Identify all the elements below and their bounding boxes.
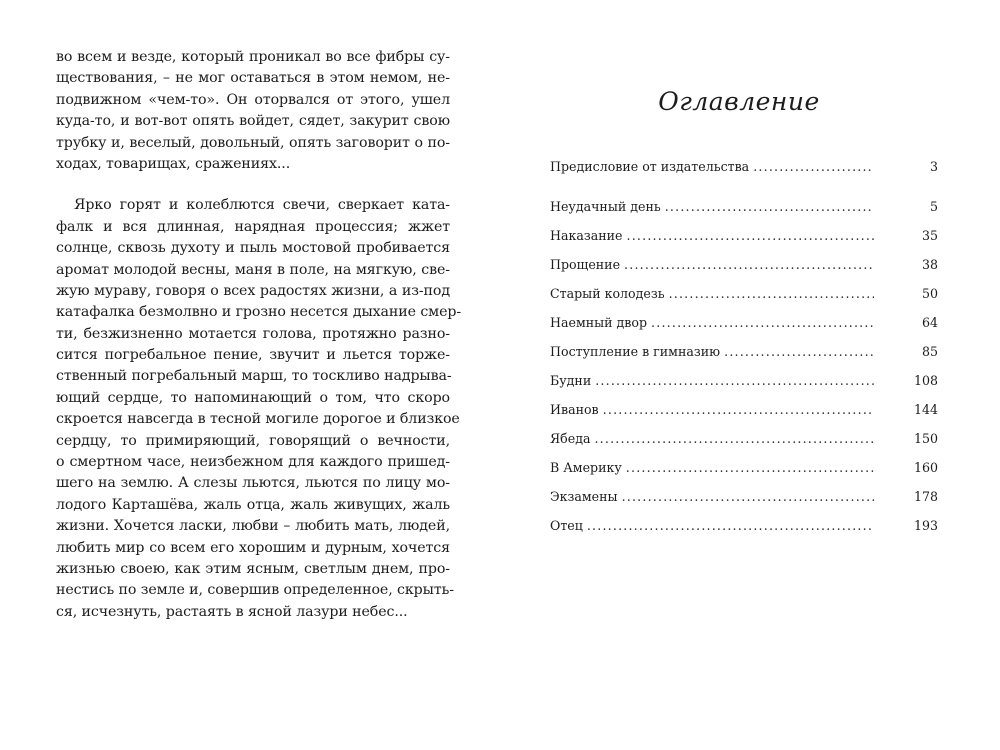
right-page	[550, 80, 938, 533]
toc-entry[interactable]	[550, 487, 938, 507]
toc-entry[interactable]	[550, 400, 938, 420]
toc-leader-dots	[603, 400, 874, 420]
text-line: ти, безжизненно мотается голова, протяжно разно-	[56, 325, 450, 342]
text-line: сится погребальное пение, звучит и льется торже-	[56, 347, 450, 364]
toc-entry-page: 35	[921, 228, 938, 243]
toc-entry-label: Иванов	[550, 402, 599, 417]
toc-leader-dots	[724, 342, 874, 362]
text-line: ственный погребальный марш, то тоскливо надрыва-	[56, 368, 452, 385]
text-line: скроется навсегда в тесной могиле дорогое и близкое	[56, 411, 460, 428]
text-line: любить мир со всем его хорошим и дурным, хочется	[56, 539, 450, 556]
toc-entry-label: Поступление в гимназию	[550, 344, 721, 359]
toc-entry-label: Прощение	[550, 257, 621, 272]
toc-entry-page: 3	[929, 159, 938, 174]
toc-entry-page: 38	[921, 257, 938, 272]
toc-leader-dots	[595, 371, 874, 391]
toc-entry-page: 5	[929, 199, 938, 214]
toc-leader-dots	[651, 313, 874, 333]
toc-leader-dots	[624, 255, 874, 275]
toc-leader-dots	[627, 226, 875, 246]
text-line: солнце, сквозь духоту и пыль мостовой пробивается	[56, 240, 450, 257]
toc-entry[interactable]	[550, 371, 938, 391]
toc-entry[interactable]	[550, 197, 938, 217]
paragraph	[56, 195, 462, 623]
toc-entry[interactable]	[550, 429, 938, 449]
text-line: подвижном «чем-то». Он оторвался от этого, ушел	[56, 91, 450, 108]
toc-entry[interactable]	[550, 516, 938, 536]
toc-entry-page: 50	[921, 286, 938, 301]
toc-entry-label: Наказание	[550, 228, 623, 243]
toc-leader-dots	[626, 458, 874, 478]
toc-entry[interactable]	[550, 313, 938, 333]
text-line: о смертном часе, неизбежном для каждого пришед-	[56, 454, 450, 471]
toc-entry-label: Будни	[550, 373, 592, 388]
text-line: лодого Карташёва, жаль отца, жаль живущих, жаль	[56, 496, 450, 513]
text-line: жизни. Хочется ласки, любви – любить мать, людей,	[56, 518, 450, 535]
text-line: ся, исчезнуть, растаять в ясной лазури небес...	[56, 603, 408, 620]
toc-entry[interactable]	[550, 157, 938, 177]
toc-entry-label: В Америку	[550, 460, 622, 475]
text-line: ходах, товарищах, сражениях...	[56, 155, 291, 172]
text-line: ющий сердце, то напоминающий о том, что скоро	[56, 389, 450, 406]
toc-entry[interactable]	[550, 458, 938, 478]
toc-entry-label: Отец	[550, 518, 583, 533]
toc-entry-page: 150	[913, 431, 938, 446]
toc-entry-label: Предисловие от издательства	[550, 159, 750, 174]
text-line: жизнью своею, как этим ясным, светлым днем, про-	[56, 560, 450, 577]
toc-entry-label: Ябеда	[550, 431, 591, 446]
toc-entry-label: Неудачный день	[550, 199, 661, 214]
toc-entry[interactable]	[550, 284, 938, 304]
toc-entry-page: 64	[921, 315, 938, 330]
toc-entry-page: 178	[913, 489, 938, 504]
toc-entry[interactable]	[550, 342, 938, 362]
toc-leader-dots	[594, 429, 873, 449]
toc-entry[interactable]	[550, 255, 938, 275]
paragraph	[56, 47, 450, 175]
toc-leader-dots	[753, 157, 874, 177]
toc-entry-label: Наемный двор	[550, 315, 648, 330]
text-line: шего на землю. А слезы льются, льются по лицу мо-	[56, 475, 450, 492]
toc-entry-label: Экзамены	[550, 489, 618, 504]
text-line: трубку и, веселый, довольный, опять заговорит о по-	[56, 134, 450, 151]
text-line: Ярко горят и колеблются свечи, сверкает ката-	[74, 197, 450, 214]
toc-entry-label: Старый колодезь	[550, 286, 665, 301]
text-line: катафалка безмолвно и грозно несется дыхание смер-	[56, 304, 462, 321]
toc-entry-page: 85	[921, 344, 938, 359]
text-line: аромат молодой весны, маня в поле, на мягкую, све-	[56, 261, 450, 278]
toc-entry[interactable]	[550, 226, 938, 246]
paragraph-gap	[56, 175, 450, 195]
left-page	[56, 47, 462, 623]
toc-leader-dots	[622, 487, 874, 507]
toc-leader-dots	[587, 516, 874, 536]
text-line: сердцу, то примиряющий, говорящий о вечности,	[56, 432, 450, 449]
toc-leader-dots	[665, 197, 874, 217]
toc-entry-page: 193	[913, 518, 938, 533]
toc-entry-page: 160	[913, 460, 938, 475]
toc-entry-page: 108	[913, 373, 938, 388]
page-title: Оглавление	[658, 87, 820, 116]
text-line: нестись по земле и, совершив определенное, скрыть-	[56, 582, 454, 599]
text-line: ществования, – не мог оставаться в этом немом, не-	[56, 70, 450, 87]
toc-entry-page: 144	[913, 402, 938, 417]
text-line: жую мураву, говоря о всех радостях жизни, а из-под	[56, 282, 450, 299]
text-line: куда-то, и вот-вот опять войдет, сядет, закурит свою	[56, 113, 450, 130]
text-line: во всем и везде, который проникал во все фибры су-	[56, 49, 450, 65]
toc-leader-dots	[669, 284, 874, 304]
text-line: фалк и вся длинная, нарядная процессия; жжет	[56, 218, 450, 235]
